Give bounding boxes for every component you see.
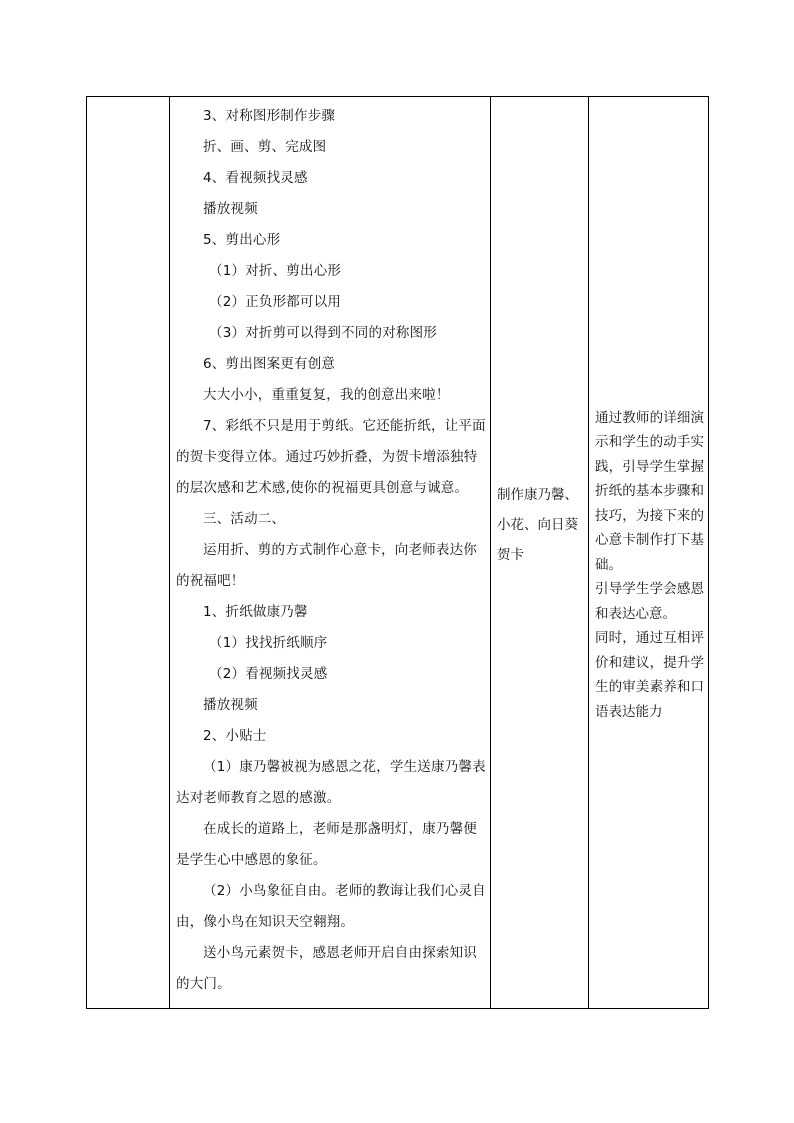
content-paragraph: 1、折纸做康乃馨 xyxy=(203,604,308,620)
content-paragraph: 在成长的道路上，老师是那盏明灯，康乃馨便是学生心中感恩的象征。 xyxy=(176,821,477,868)
content-paragraph: 6、剪出图案更有创意 xyxy=(203,356,336,372)
content-paragraph: （2）看视频找灵感 xyxy=(209,666,328,682)
content-paragraph: （1）对折、剪出心形 xyxy=(209,263,342,279)
intent-paragraph: 通过教师的详细演示和学生的动手实践，引导学生掌握折纸的基本步骤和技巧，为接下来的心意卡制作打下基础。 xyxy=(595,409,704,573)
content-paragraph: 三、活动二、 xyxy=(203,511,286,527)
teaching-process-cell xyxy=(170,97,491,1009)
intent-paragraph: 同时，通过互相评价和建议，提升学生的审美素养和口语表达能力 xyxy=(595,630,704,720)
student-activity-cell xyxy=(491,97,589,1009)
content-paragraph: 4、看视频找灵感 xyxy=(203,170,308,186)
teaching-process-text xyxy=(170,97,490,1008)
empty-cell xyxy=(87,97,170,1009)
content-paragraph: 3、对称图形制作步骤 xyxy=(203,108,336,124)
design-intent-cell xyxy=(589,97,709,1009)
content-paragraph: 运用折、剪的方式制作心意卡，向老师表达你的祝福吧！ xyxy=(176,542,477,589)
content-paragraph: 送小鸟元素贺卡，感恩老师开启自由探索知识的大门。 xyxy=(176,945,477,992)
content-paragraph: 播放视频 xyxy=(203,697,258,713)
content-paragraph: （1）康乃馨被视为感恩之花，学生送康乃馨表达对老师教育之恩的感激。 xyxy=(176,759,486,806)
content-paragraph: 7、彩纸不只是用于剪纸。它还能折纸，让平面的贺卡变得立体。通过巧妙折叠，为贺卡增添独特的层次感和艺术感,使你的祝福更具创意与诚意。 xyxy=(176,418,486,496)
content-paragraph: 2、小贴士 xyxy=(203,728,267,744)
content-paragraph: （1）找找折纸顺序 xyxy=(209,635,328,651)
content-paragraph: 大大小小，重重复复，我的创意出来啦！ xyxy=(203,387,450,403)
content-paragraph: 5、剪出心形 xyxy=(203,232,281,248)
content-paragraph: （2）小鸟象征自由。老师的教诲让我们心灵自由，像小鸟在知识天空翱翔。 xyxy=(176,883,486,930)
student-activity-text: 制作康乃馨、小花、向日葵贺卡 xyxy=(497,487,578,563)
table-row xyxy=(87,97,709,1009)
content-paragraph: （3）对折剪可以得到不同的对称图形 xyxy=(209,325,437,341)
lesson-plan-table xyxy=(86,96,709,1009)
content-paragraph: （2）正负形都可以用 xyxy=(209,294,342,310)
intent-paragraph: 引导学生学会感恩和表达心意。 xyxy=(595,581,704,622)
content-paragraph: 折、画、剪、完成图 xyxy=(203,139,327,155)
content-paragraph: 播放视频 xyxy=(203,201,258,217)
design-intent-text xyxy=(589,406,708,725)
